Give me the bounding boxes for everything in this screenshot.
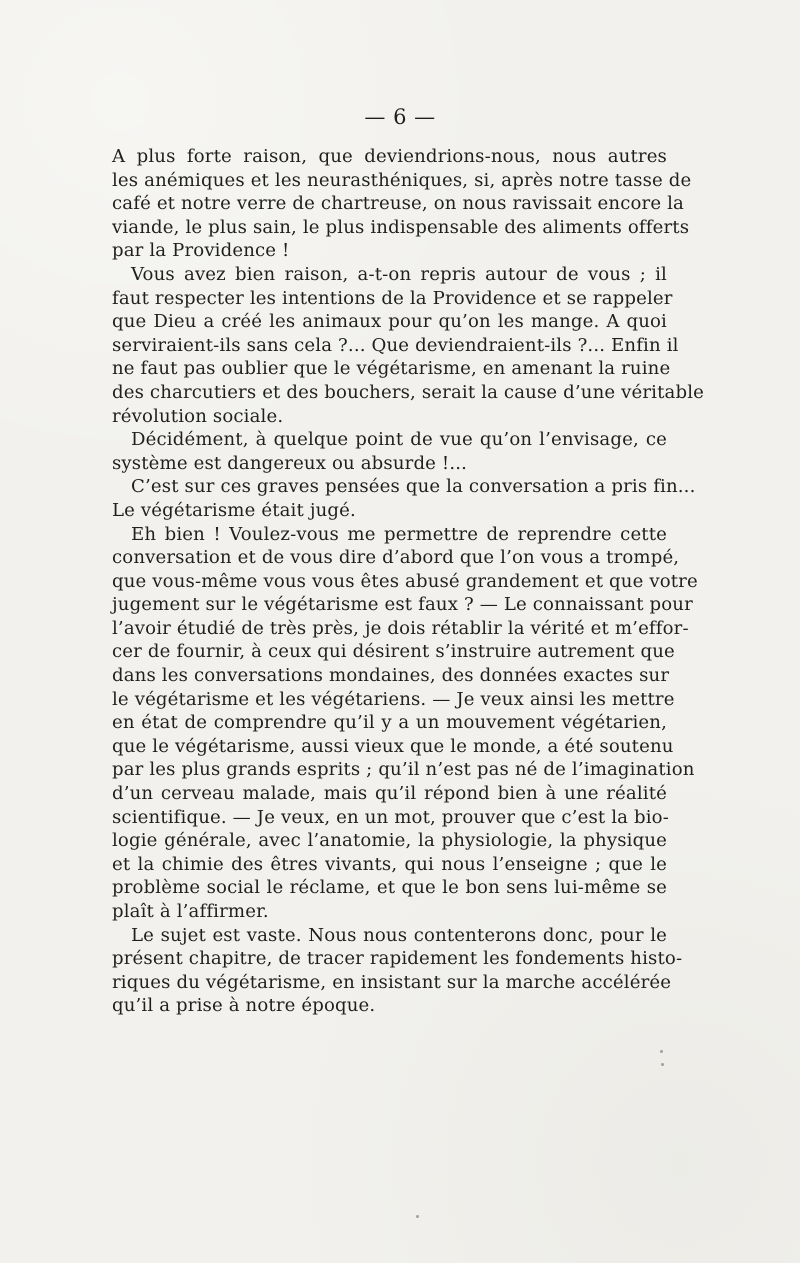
text-line: l’avoir étudié de très près, je dois rétablir la vérité et m’effor-	[112, 617, 689, 639]
text-line: Décidément, à quelque point de vue qu’on l’envisage, ce	[131, 429, 667, 451]
text-line: conversation et de vous dire d’abord que l’on vous a trompé,	[112, 547, 680, 569]
text-line: logie générale, avec l’anatomie, la physiologie, la physique	[112, 830, 667, 852]
text-line: d’un cerveau malade, mais qu’il répond bien à une réalité	[112, 783, 667, 805]
text-line: que le végétarisme, aussi vieux que le monde, a été soutenu	[112, 735, 674, 757]
text-line: faut respecter les intentions de la Providence et se rappeler	[112, 287, 673, 309]
text-line: par les plus grands esprits ; qu’il n’est pas né de l’imagination	[112, 759, 695, 781]
text-line: dans les conversations mondaines, des données exactes sur	[112, 665, 670, 687]
text-line: qu’il a prise à notre époque.	[112, 995, 376, 1017]
page-number: — 6 —	[364, 105, 436, 129]
text-line: C’est sur ces graves pensées que la conversation a pris fin...	[131, 476, 696, 498]
text-line: ne faut pas oublier que le végétarisme, en amenant la ruine	[112, 358, 671, 380]
text-line: Vous avez bien raison, a-t-on repris autour de vous ; il	[131, 263, 667, 285]
text-line: que vous-même vous vous êtes abusé grandement et que votre	[112, 570, 698, 592]
text-line: Eh bien ! Voulez-vous me permettre de reprendre cette	[131, 523, 667, 545]
text-line: que Dieu a créé les animaux pour qu’on les mange. A quoi	[112, 311, 667, 333]
text-line: des charcutiers et des bouchers, serait la cause d’une véritable	[112, 381, 704, 403]
text-line: le végétarisme et les végétariens. — Je veux ainsi les mettre	[112, 688, 675, 710]
text-line: système est dangereux ou absurde !...	[112, 452, 468, 474]
text-line: Le sujet est vaste. Nous nous contenterons donc, pour le	[131, 924, 667, 946]
paper-speck	[660, 1050, 663, 1053]
text-line: problème social le réclame, et que le bon sens lui-même se	[112, 877, 667, 899]
text-line: révolution sociale.	[112, 405, 284, 427]
text-line: Le végétarisme était jugé.	[112, 499, 356, 521]
text-line: en état de comprendre qu’il y a un mouvement végétarien,	[112, 712, 667, 734]
text-line: café et notre verre de chartreuse, on nous ravissait encore la	[112, 193, 684, 215]
text-line: A plus forte raison, que deviendrions-nous, nous autres	[112, 146, 667, 167]
text-line: serviraient-ils sans cela ?... Que deviendraient-ils ?... Enfin il	[112, 334, 679, 356]
paper-speck	[661, 1063, 664, 1066]
paper-speck	[416, 1215, 419, 1218]
text-line: riques du végétarisme, en insistant sur la marche accélérée	[112, 971, 672, 993]
body-text	[112, 145, 704, 1018]
text-line: jugement sur le végétarisme est faux ? — Le connaissant pour	[112, 594, 693, 616]
text-line: plaît à l’affirmer.	[112, 901, 269, 922]
text-line: viande, le plus sain, le plus indispensable des aliments offerts	[112, 216, 690, 238]
text-line: et la chimie des êtres vivants, qui nous l’enseigne ; que le	[112, 853, 667, 875]
text-line: cer de fournir, à ceux qui désirent s’instruire autrement que	[112, 641, 675, 663]
text-line: les anémiques et les neurasthéniques, si, après notre tasse de	[112, 169, 692, 191]
text-line: par la Providence !	[112, 240, 290, 262]
text-line: scientifique. — Je veux, en un mot, prouver que c’est la bio-	[112, 806, 669, 828]
text-line: présent chapitre, de tracer rapidement les fondements histo-	[112, 948, 683, 970]
